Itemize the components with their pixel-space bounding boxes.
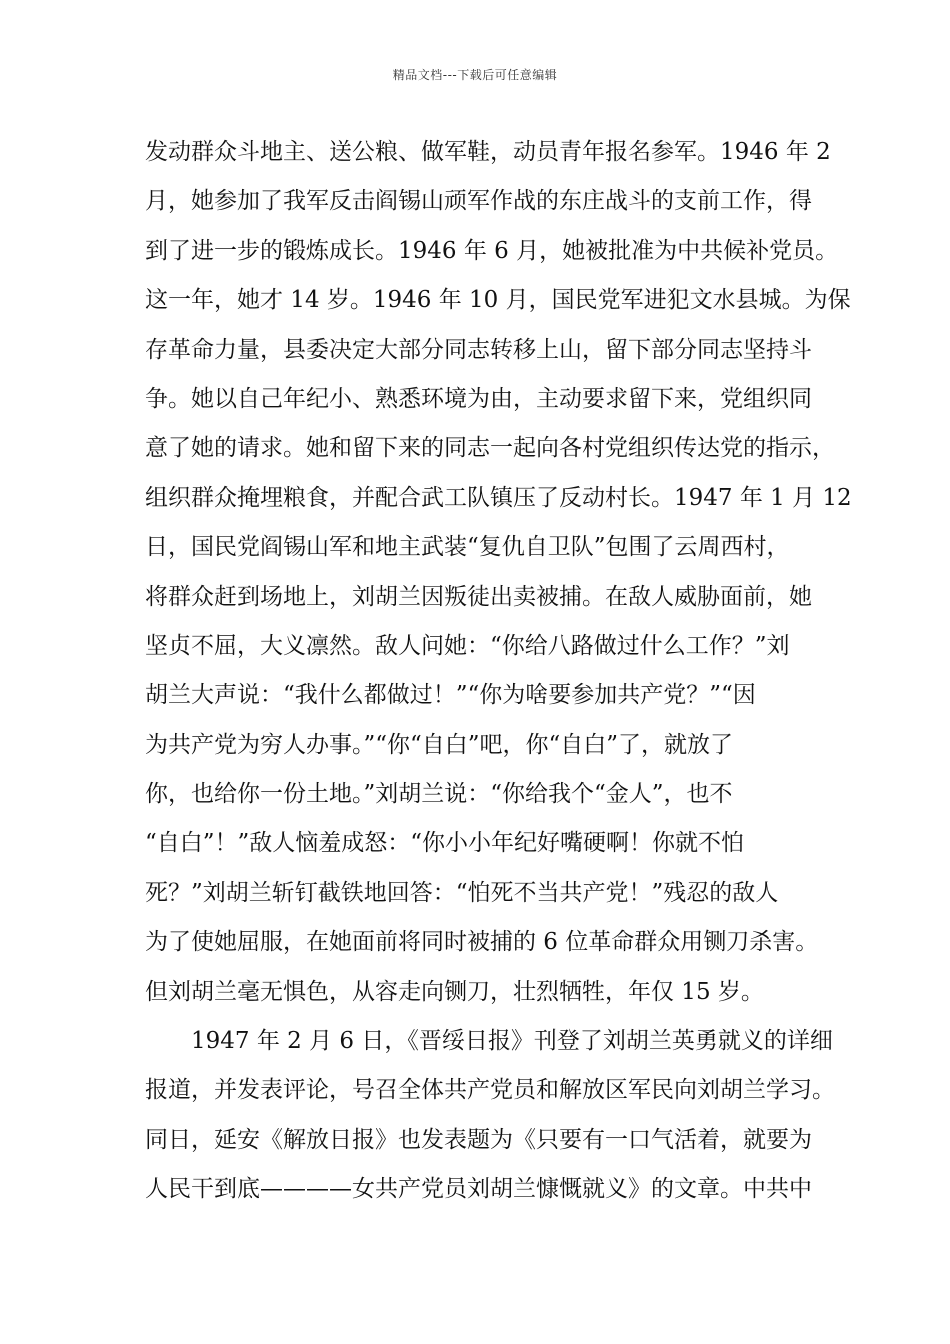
text-line: 1947 年 2 月 6 日，《晋绥日报》刊登了刘胡兰英勇就义的详细	[191, 1028, 833, 1055]
text-line: 发动群众斗地主、送公粮、做军鞋，动员青年报名参军。1946 年 2	[145, 139, 831, 165]
text-line: 为共产党为穷人办事。”“你“自白”吧，你“自白”了，就放了	[145, 731, 734, 758]
text-line: 你，也给你一份土地。”刘胡兰说：“你给我个“金人”，也不	[145, 781, 733, 808]
text-line: 意了她的请求。她和留下来的同志一起向各村党组织传达党的指示，	[145, 435, 835, 462]
paragraph-1	[145, 128, 852, 1017]
text-line: 日，国民党阎锡山军和地主武装“复仇自卫队”包围了云周西村，	[145, 534, 790, 561]
text-line: 人民干到底————女共产党员刘胡兰慷慨就义》的文章。中共中	[145, 1176, 812, 1203]
text-line: 这一年，她才 14 岁。1946 年 10 月，国民党军进犯文水县城。为保	[145, 287, 851, 314]
text-line: 到了进一步的锻炼成长。1946 年 6 月，她被批准为中共候补党员。	[145, 237, 839, 264]
text-line: 组织群众掩埋粮食，并配合武工队镇压了反动村长。1947 年 1 月 12	[145, 484, 852, 511]
text-line: 但刘胡兰毫无惧色，从容走向铡刀，壮烈牺牲，年仅 15 岁。	[145, 978, 764, 1005]
text-line: “自白”！”敌人恼羞成怒：“你小小年纪好嘴硬啊！你就不怕	[145, 830, 745, 857]
text-line: 死？”刘胡兰斩钉截铁地回答：“怕死不当共产党！”残忍的敌人	[145, 879, 779, 906]
text-line: 报道，并发表评论，号召全体共产党员和解放区军民向刘胡兰学习。	[145, 1077, 835, 1104]
text-line: 胡兰大声说：“我什么都做过！”“你为啥要参加共产党？”“因	[145, 682, 756, 709]
text-line: 月，她参加了我军反击阎锡山顽军作战的东庄战斗的支前工作，得	[145, 188, 812, 215]
body-text	[145, 128, 852, 1215]
text-line: 将群众赶到场地上，刘胡兰因叛徒出卖被捕。在敌人威胁面前，她	[145, 583, 812, 610]
text-line: 坚贞不屈，大义凛然。敌人问她：“你给八路做过什么工作？”刘	[145, 632, 790, 659]
text-line: 同日，延安《解放日报》也发表题为《只要有一口气活着，就要为	[145, 1126, 812, 1153]
text-line: 存革命力量，县委决定大部分同志转移上山，留下部分同志坚持斗	[145, 336, 812, 363]
page-header: 精品文档---下载后可任意编辑	[392, 68, 558, 82]
text-line: 为了使她屈服，在她面前将同时被捕的 6 位革命群众用铡刀杀害。	[145, 929, 819, 956]
text-line: 争。她以自己年纪小、熟悉环境为由，主动要求留下来，党组织同	[145, 385, 812, 412]
paragraph-2	[145, 1017, 835, 1215]
